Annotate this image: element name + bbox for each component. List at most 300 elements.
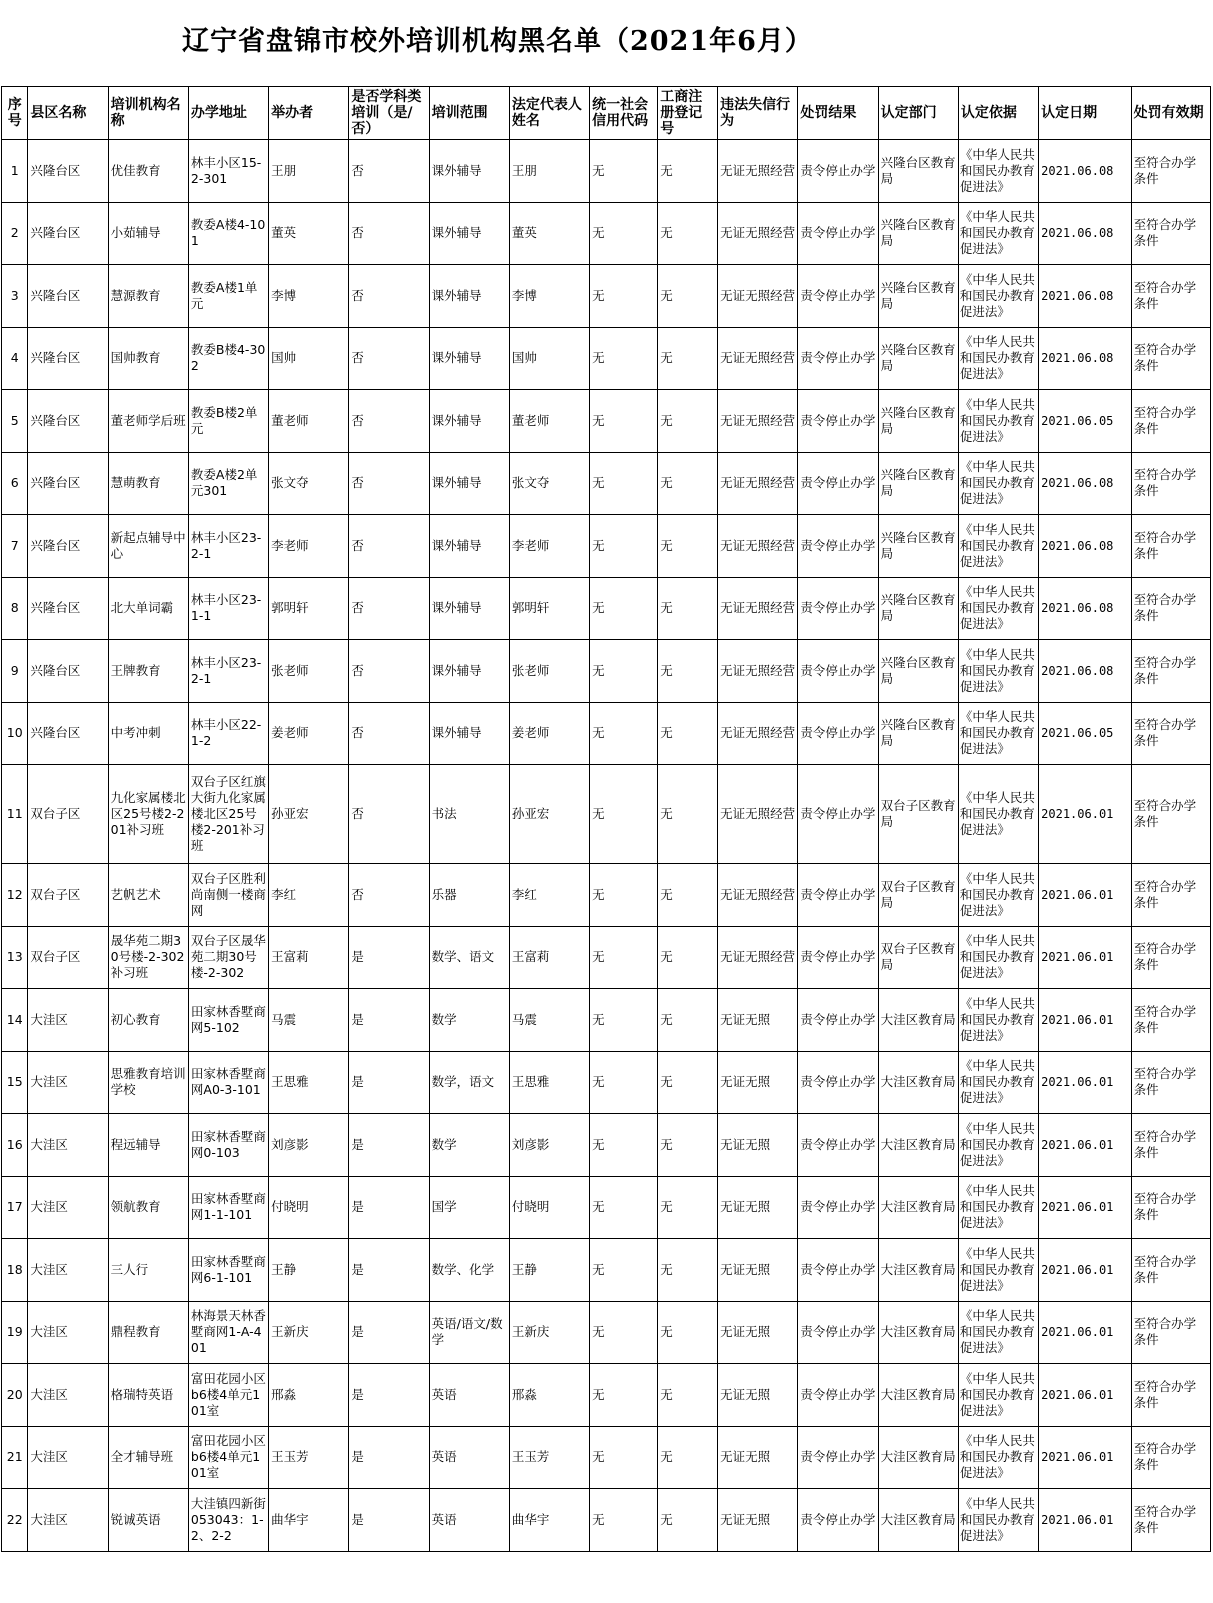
cell-county: 兴隆台区 xyxy=(28,202,108,265)
cell-violation: 无证无照 xyxy=(718,1176,798,1239)
cell-basis xyxy=(958,989,1038,1052)
cell-credit-code: 无 xyxy=(590,452,658,515)
title-text: 辽宁省盘锦市校外培训机构黑名单（2021年6月） xyxy=(182,26,813,57)
basis-text: 《中华人民共和国民办教育促进法》 xyxy=(959,646,1035,694)
cell-penalty: 责令停止办学 xyxy=(798,989,878,1052)
cell-legal-rep: 马震 xyxy=(509,989,589,1052)
cell-basis xyxy=(958,390,1038,453)
cell-violation: 无证无照经营 xyxy=(718,577,798,640)
cell-basis xyxy=(958,1301,1038,1364)
cell-organizer: 张文夺 xyxy=(269,452,349,515)
cell-subject-type: 是 xyxy=(349,1426,429,1489)
cell-credit-code: 无 xyxy=(590,327,658,390)
header-organizer: 举办者 xyxy=(269,87,349,140)
cell-basis xyxy=(958,577,1038,640)
cell-no: 11 xyxy=(2,765,28,864)
header-legal-rep: 法定代表人姓名 xyxy=(509,87,589,140)
table-row xyxy=(2,765,1211,864)
cell-address: 林海景天林香墅商网1-A-401 xyxy=(188,1301,268,1364)
cell-county: 大洼区 xyxy=(28,1114,108,1177)
cell-reg-no: 无 xyxy=(658,265,718,328)
cell-subject-type: 是 xyxy=(349,1489,429,1552)
cell-legal-rep: 王静 xyxy=(509,1239,589,1302)
cell-reg-no: 无 xyxy=(658,1489,718,1552)
cell-violation: 无证无照经营 xyxy=(718,515,798,578)
table-row xyxy=(2,926,1211,989)
cell-address: 双台子区晟华苑二期30号楼-2-302 xyxy=(188,926,268,989)
cell-dept: 兴隆台区教育局 xyxy=(878,140,958,203)
cell-scope: 课外辅导 xyxy=(429,327,509,390)
cell-dept: 大洼区教育局 xyxy=(878,1301,958,1364)
table-row xyxy=(2,1114,1211,1177)
cell-legal-rep: 李博 xyxy=(509,265,589,328)
cell-scope: 书法 xyxy=(429,765,509,864)
cell-dept: 兴隆台区教育局 xyxy=(878,702,958,765)
cell-reg-no: 无 xyxy=(658,515,718,578)
cell-organizer: 王思雅 xyxy=(269,1051,349,1114)
cell-no: 22 xyxy=(2,1489,28,1552)
cell-organizer: 王朋 xyxy=(269,140,349,203)
cell-penalty: 责令停止办学 xyxy=(798,452,878,515)
cell-basis xyxy=(958,1176,1038,1239)
cell-violation: 无证无照 xyxy=(718,1489,798,1552)
basis-text: 《中华人民共和国民办教育促进法》 xyxy=(959,271,1035,319)
cell-penalty: 责令停止办学 xyxy=(798,265,878,328)
cell-county: 兴隆台区 xyxy=(28,452,108,515)
cell-organizer: 李老师 xyxy=(269,515,349,578)
cell-violation: 无证无照 xyxy=(718,989,798,1052)
cell-no: 15 xyxy=(2,1051,28,1114)
cell-address: 林丰小区22-1-2 xyxy=(188,702,268,765)
cell-legal-rep: 王玉芳 xyxy=(509,1426,589,1489)
cell-date: 2021.06.01 xyxy=(1039,989,1131,1052)
cell-reg-no: 无 xyxy=(658,390,718,453)
cell-date: 2021.06.01 xyxy=(1039,1051,1131,1114)
cell-reg-no: 无 xyxy=(658,926,718,989)
table-row xyxy=(2,577,1211,640)
cell-dept: 兴隆台区教育局 xyxy=(878,327,958,390)
table-row xyxy=(2,640,1211,703)
cell-penalty: 责令停止办学 xyxy=(798,1114,878,1177)
cell-organizer: 付晓明 xyxy=(269,1176,349,1239)
cell-basis xyxy=(958,702,1038,765)
cell-county: 兴隆台区 xyxy=(28,577,108,640)
cell-org-name: 格瑞特英语 xyxy=(108,1364,188,1427)
cell-county: 双台子区 xyxy=(28,765,108,864)
cell-organizer: 国帅 xyxy=(269,327,349,390)
cell-organizer: 马震 xyxy=(269,989,349,1052)
cell-no: 5 xyxy=(2,390,28,453)
cell-no: 10 xyxy=(2,702,28,765)
cell-scope: 英语 xyxy=(429,1364,509,1427)
cell-address: 大洼镇四新街053043：1-2、2-2 xyxy=(188,1489,268,1552)
cell-date: 2021.06.08 xyxy=(1039,140,1131,203)
cell-validity: 至符合办学条件 xyxy=(1131,1114,1210,1177)
cell-credit-code: 无 xyxy=(590,1426,658,1489)
cell-scope: 课外辅导 xyxy=(429,390,509,453)
cell-org-name: 程远辅导 xyxy=(108,1114,188,1177)
cell-date: 2021.06.01 xyxy=(1039,1489,1131,1552)
table-row xyxy=(2,1489,1211,1552)
cell-penalty: 责令停止办学 xyxy=(798,327,878,390)
cell-penalty: 责令停止办学 xyxy=(798,1239,878,1302)
cell-dept: 兴隆台区教育局 xyxy=(878,452,958,515)
cell-organizer: 张老师 xyxy=(269,640,349,703)
cell-address: 田家林香墅商网0-103 xyxy=(188,1114,268,1177)
table-row xyxy=(2,390,1211,453)
cell-reg-no: 无 xyxy=(658,577,718,640)
table-row xyxy=(2,1051,1211,1114)
cell-organizer: 王新庆 xyxy=(269,1301,349,1364)
cell-county: 大洼区 xyxy=(28,1051,108,1114)
cell-dept: 大洼区教育局 xyxy=(878,989,958,1052)
cell-penalty: 责令停止办学 xyxy=(798,1176,878,1239)
cell-subject-type: 是 xyxy=(349,1051,429,1114)
cell-violation: 无证无照 xyxy=(718,1051,798,1114)
cell-validity: 至符合办学条件 xyxy=(1131,577,1210,640)
cell-credit-code: 无 xyxy=(590,765,658,864)
cell-subject-type: 否 xyxy=(349,765,429,864)
cell-legal-rep: 王朋 xyxy=(509,140,589,203)
cell-basis xyxy=(958,1426,1038,1489)
cell-legal-rep: 张老师 xyxy=(509,640,589,703)
cell-organizer: 孙亚宏 xyxy=(269,765,349,864)
cell-credit-code: 无 xyxy=(590,140,658,203)
cell-date: 2021.06.01 xyxy=(1039,1301,1131,1364)
cell-date: 2021.06.08 xyxy=(1039,515,1131,578)
cell-org-name: 锐诚英语 xyxy=(108,1489,188,1552)
cell-penalty: 责令停止办学 xyxy=(798,1051,878,1114)
cell-address: 林丰小区23-2-1 xyxy=(188,515,268,578)
cell-penalty: 责令停止办学 xyxy=(798,1301,878,1364)
cell-basis xyxy=(958,327,1038,390)
table-row xyxy=(2,327,1211,390)
cell-reg-no: 无 xyxy=(658,989,718,1052)
basis-text: 《中华人民共和国民办教育促进法》 xyxy=(959,459,1035,507)
cell-county: 双台子区 xyxy=(28,864,108,927)
cell-reg-no: 无 xyxy=(658,452,718,515)
table-row xyxy=(2,1301,1211,1364)
basis-text: 《中华人民共和国民办教育促进法》 xyxy=(959,146,1035,194)
table-row xyxy=(2,1426,1211,1489)
cell-no: 17 xyxy=(2,1176,28,1239)
cell-organizer: 李红 xyxy=(269,864,349,927)
cell-address: 教委B楼4-302 xyxy=(188,327,268,390)
cell-county: 大洼区 xyxy=(28,1364,108,1427)
cell-subject-type: 否 xyxy=(349,202,429,265)
cell-address: 林丰小区23-2-1 xyxy=(188,640,268,703)
cell-subject-type: 否 xyxy=(349,390,429,453)
cell-validity: 至符合办学条件 xyxy=(1131,640,1210,703)
table-row xyxy=(2,1176,1211,1239)
cell-no: 2 xyxy=(2,202,28,265)
cell-dept: 大洼区教育局 xyxy=(878,1364,958,1427)
cell-organizer: 董老师 xyxy=(269,390,349,453)
header-org-name: 培训机构名称 xyxy=(108,87,188,140)
basis-text: 《中华人民共和国民办教育促进法》 xyxy=(959,1433,1035,1481)
cell-violation: 无证无照经营 xyxy=(718,926,798,989)
basis-text: 《中华人民共和国民办教育促进法》 xyxy=(959,1183,1035,1231)
header-credit-code: 统一社会信用代码 xyxy=(590,87,658,140)
cell-credit-code: 无 xyxy=(590,926,658,989)
cell-reg-no: 无 xyxy=(658,1176,718,1239)
cell-scope: 英语/语文/数学 xyxy=(429,1301,509,1364)
cell-address: 田家林香墅商网6-1-101 xyxy=(188,1239,268,1302)
cell-scope: 课外辅导 xyxy=(429,140,509,203)
cell-dept: 兴隆台区教育局 xyxy=(878,202,958,265)
cell-basis xyxy=(958,926,1038,989)
cell-org-name: 慧萌教育 xyxy=(108,452,188,515)
cell-legal-rep: 孙亚宏 xyxy=(509,765,589,864)
cell-subject-type: 是 xyxy=(349,1364,429,1427)
cell-dept: 双台子区教育局 xyxy=(878,864,958,927)
cell-legal-rep: 王思雅 xyxy=(509,1051,589,1114)
cell-violation: 无证无照经营 xyxy=(718,140,798,203)
cell-dept: 兴隆台区教育局 xyxy=(878,390,958,453)
cell-validity: 至符合办学条件 xyxy=(1131,265,1210,328)
cell-validity: 至符合办学条件 xyxy=(1131,452,1210,515)
cell-org-name: 慧源教育 xyxy=(108,265,188,328)
cell-scope: 国学 xyxy=(429,1176,509,1239)
cell-organizer: 姜老师 xyxy=(269,702,349,765)
table-row xyxy=(2,515,1211,578)
table-row xyxy=(2,989,1211,1052)
cell-address: 教委A楼1单元 xyxy=(188,265,268,328)
cell-county: 大洼区 xyxy=(28,1239,108,1302)
cell-basis xyxy=(958,140,1038,203)
cell-subject-type: 否 xyxy=(349,515,429,578)
basis-text: 《中华人民共和国民办教育促进法》 xyxy=(959,1308,1035,1356)
cell-scope: 课外辅导 xyxy=(429,452,509,515)
cell-validity: 至符合办学条件 xyxy=(1131,202,1210,265)
cell-basis xyxy=(958,1114,1038,1177)
cell-credit-code: 无 xyxy=(590,989,658,1052)
cell-credit-code: 无 xyxy=(590,1176,658,1239)
header-reg-no: 工商注册登记号 xyxy=(658,87,718,140)
cell-violation: 无证无照经营 xyxy=(718,452,798,515)
header-penalty: 处罚结果 xyxy=(798,87,878,140)
cell-address: 田家林香墅商网1-1-101 xyxy=(188,1176,268,1239)
cell-penalty: 责令停止办学 xyxy=(798,765,878,864)
cell-dept: 兴隆台区教育局 xyxy=(878,265,958,328)
cell-basis xyxy=(958,1239,1038,1302)
cell-date: 2021.06.08 xyxy=(1039,265,1131,328)
cell-scope: 课外辅导 xyxy=(429,265,509,328)
cell-credit-code: 无 xyxy=(590,864,658,927)
cell-date: 2021.06.08 xyxy=(1039,327,1131,390)
cell-org-name: 初心教育 xyxy=(108,989,188,1052)
header-date: 认定日期 xyxy=(1039,87,1131,140)
cell-address: 富田花园小区b6楼4单元101室 xyxy=(188,1426,268,1489)
table-row xyxy=(2,202,1211,265)
header-violation: 违法失信行为 xyxy=(718,87,798,140)
cell-credit-code: 无 xyxy=(590,702,658,765)
cell-basis xyxy=(958,640,1038,703)
cell-organizer: 董英 xyxy=(269,202,349,265)
cell-subject-type: 是 xyxy=(349,989,429,1052)
cell-no: 4 xyxy=(2,327,28,390)
cell-reg-no: 无 xyxy=(658,640,718,703)
cell-date: 2021.06.08 xyxy=(1039,452,1131,515)
cell-organizer: 王富莉 xyxy=(269,926,349,989)
cell-validity: 至符合办学条件 xyxy=(1131,1364,1210,1427)
cell-no: 9 xyxy=(2,640,28,703)
cell-basis xyxy=(958,1489,1038,1552)
cell-date: 2021.06.01 xyxy=(1039,765,1131,864)
cell-legal-rep: 付晓明 xyxy=(509,1176,589,1239)
cell-scope: 数学、化学 xyxy=(429,1239,509,1302)
cell-violation: 无证无照经营 xyxy=(718,640,798,703)
table-row xyxy=(2,1364,1211,1427)
cell-organizer: 邢淼 xyxy=(269,1364,349,1427)
cell-organizer: 郭明轩 xyxy=(269,577,349,640)
cell-validity: 至符合办学条件 xyxy=(1131,702,1210,765)
cell-penalty: 责令停止办学 xyxy=(798,1489,878,1552)
cell-legal-rep: 董老师 xyxy=(509,390,589,453)
cell-basis xyxy=(958,202,1038,265)
cell-scope: 乐器 xyxy=(429,864,509,927)
cell-credit-code: 无 xyxy=(590,1239,658,1302)
cell-org-name: 鼎程教育 xyxy=(108,1301,188,1364)
basis-text: 《中华人民共和国民办教育促进法》 xyxy=(959,1245,1035,1293)
cell-credit-code: 无 xyxy=(590,640,658,703)
cell-subject-type: 是 xyxy=(349,926,429,989)
cell-no: 12 xyxy=(2,864,28,927)
header-address: 办学地址 xyxy=(188,87,268,140)
cell-reg-no: 无 xyxy=(658,1239,718,1302)
cell-legal-rep: 郭明轩 xyxy=(509,577,589,640)
cell-reg-no: 无 xyxy=(658,702,718,765)
cell-penalty: 责令停止办学 xyxy=(798,1364,878,1427)
cell-address: 田家林香墅商网5-102 xyxy=(188,989,268,1052)
cell-credit-code: 无 xyxy=(590,1051,658,1114)
cell-date: 2021.06.08 xyxy=(1039,577,1131,640)
cell-date: 2021.06.05 xyxy=(1039,390,1131,453)
cell-no: 19 xyxy=(2,1301,28,1364)
basis-text: 《中华人民共和国民办教育促进法》 xyxy=(959,933,1035,981)
cell-address: 教委A楼4-101 xyxy=(188,202,268,265)
cell-address: 林丰小区23-1-1 xyxy=(188,577,268,640)
cell-dept: 兴隆台区教育局 xyxy=(878,577,958,640)
cell-date: 2021.06.01 xyxy=(1039,1364,1131,1427)
cell-scope: 课外辅导 xyxy=(429,577,509,640)
cell-violation: 无证无照 xyxy=(718,1114,798,1177)
basis-text: 《中华人民共和国民办教育促进法》 xyxy=(959,995,1035,1043)
cell-validity: 至符合办学条件 xyxy=(1131,327,1210,390)
cell-credit-code: 无 xyxy=(590,577,658,640)
cell-legal-rep: 曲华宇 xyxy=(509,1489,589,1552)
cell-subject-type: 否 xyxy=(349,327,429,390)
cell-penalty: 责令停止办学 xyxy=(798,926,878,989)
cell-address: 双台子区胜利尚南侧一楼商网 xyxy=(188,864,268,927)
cell-organizer: 王玉芳 xyxy=(269,1426,349,1489)
table-body xyxy=(2,140,1211,1552)
cell-dept: 兴隆台区教育局 xyxy=(878,640,958,703)
basis-text: 《中华人民共和国民办教育促进法》 xyxy=(959,1120,1035,1168)
cell-no: 16 xyxy=(2,1114,28,1177)
cell-scope: 英语 xyxy=(429,1489,509,1552)
cell-county: 大洼区 xyxy=(28,989,108,1052)
cell-org-name: 全才辅导班 xyxy=(108,1426,188,1489)
cell-county: 大洼区 xyxy=(28,1426,108,1489)
cell-no: 1 xyxy=(2,140,28,203)
cell-legal-rep: 王富莉 xyxy=(509,926,589,989)
cell-validity: 至符合办学条件 xyxy=(1131,926,1210,989)
cell-credit-code: 无 xyxy=(590,265,658,328)
cell-org-name: 小茹辅导 xyxy=(108,202,188,265)
cell-legal-rep: 李老师 xyxy=(509,515,589,578)
basis-text: 《中华人民共和国民办教育促进法》 xyxy=(959,790,1035,837)
cell-validity: 至符合办学条件 xyxy=(1131,989,1210,1052)
cell-no: 8 xyxy=(2,577,28,640)
cell-violation: 无证无照经营 xyxy=(718,702,798,765)
cell-no: 18 xyxy=(2,1239,28,1302)
cell-credit-code: 无 xyxy=(590,1114,658,1177)
cell-legal-rep: 李红 xyxy=(509,864,589,927)
cell-date: 2021.06.01 xyxy=(1039,1426,1131,1489)
cell-scope: 数学、语文 xyxy=(429,926,509,989)
cell-reg-no: 无 xyxy=(658,202,718,265)
cell-org-name: 优佳教育 xyxy=(108,140,188,203)
basis-text: 《中华人民共和国民办教育促进法》 xyxy=(959,1058,1035,1106)
cell-dept: 大洼区教育局 xyxy=(878,1176,958,1239)
table-row xyxy=(2,452,1211,515)
header-county: 县区名称 xyxy=(28,87,108,140)
cell-scope: 课外辅导 xyxy=(429,515,509,578)
cell-dept: 大洼区教育局 xyxy=(878,1114,958,1177)
cell-dept: 大洼区教育局 xyxy=(878,1239,958,1302)
cell-scope: 数学 xyxy=(429,1114,509,1177)
cell-org-name: 董老师学后班 xyxy=(108,390,188,453)
cell-scope: 课外辅导 xyxy=(429,640,509,703)
cell-scope: 数学 xyxy=(429,989,509,1052)
cell-dept: 大洼区教育局 xyxy=(878,1051,958,1114)
cell-violation: 无证无照经营 xyxy=(718,390,798,453)
cell-violation: 无证无照经营 xyxy=(718,327,798,390)
cell-credit-code: 无 xyxy=(590,202,658,265)
cell-reg-no: 无 xyxy=(658,864,718,927)
cell-penalty: 责令停止办学 xyxy=(798,864,878,927)
cell-scope: 课外辅导 xyxy=(429,702,509,765)
basis-text: 《中华人民共和国民办教育促进法》 xyxy=(959,870,1035,918)
cell-violation: 无证无照 xyxy=(718,1426,798,1489)
table-row xyxy=(2,140,1211,203)
cell-org-name: 领航教育 xyxy=(108,1176,188,1239)
cell-scope: 数学，语文 xyxy=(429,1051,509,1114)
cell-validity: 至符合办学条件 xyxy=(1131,765,1210,864)
basis-text: 《中华人民共和国民办教育促进法》 xyxy=(959,521,1035,569)
cell-penalty: 责令停止办学 xyxy=(798,702,878,765)
cell-validity: 至符合办学条件 xyxy=(1131,1301,1210,1364)
cell-violation: 无证无照 xyxy=(718,1364,798,1427)
cell-reg-no: 无 xyxy=(658,1114,718,1177)
cell-violation: 无证无照经营 xyxy=(718,765,798,864)
cell-subject-type: 否 xyxy=(349,864,429,927)
cell-validity: 至符合办学条件 xyxy=(1131,140,1210,203)
header-scope: 培训范围 xyxy=(429,87,509,140)
cell-legal-rep: 刘彦影 xyxy=(509,1114,589,1177)
cell-org-name: 九化家属楼北区25号楼2-201补习班 xyxy=(108,765,188,864)
header-subject-type: 是否学科类培训（是/否） xyxy=(349,87,429,140)
cell-reg-no: 无 xyxy=(658,1051,718,1114)
cell-credit-code: 无 xyxy=(590,390,658,453)
cell-subject-type: 否 xyxy=(349,702,429,765)
cell-validity: 至符合办学条件 xyxy=(1131,1426,1210,1489)
cell-credit-code: 无 xyxy=(590,1301,658,1364)
cell-violation: 无证无照 xyxy=(718,1239,798,1302)
cell-county: 兴隆台区 xyxy=(28,327,108,390)
cell-no: 13 xyxy=(2,926,28,989)
